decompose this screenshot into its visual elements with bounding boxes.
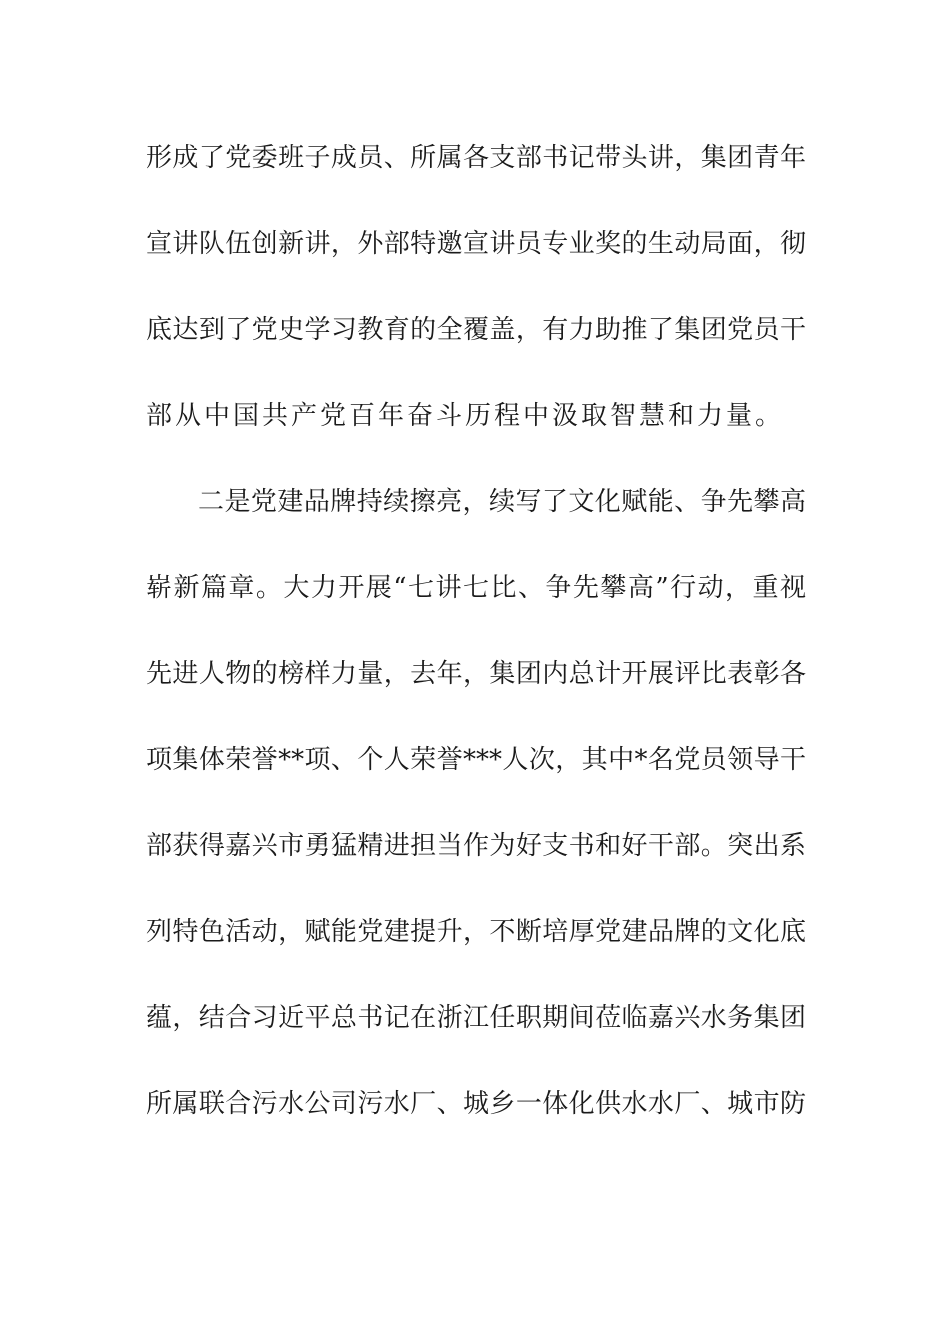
text-line: 项集体荣誉**项、个人荣誉***人次，其中*名党员领导干 [146,745,806,775]
text-line: 底达到了党史学习教育的全覆盖，有力助推了集团党员干 [146,315,806,345]
text-line: 蕴，结合习近平总书记在浙江任职期间莅临嘉兴水务集团 [146,1003,806,1033]
text-line: 部获得嘉兴市勇猛精进担当作为好支书和好干部。突出系 [146,831,806,861]
text-line: 所属联合污水公司污水厂、城乡一体化供水水厂、城市防 [146,1089,806,1119]
text-line: 二是党建品牌持续擦亮，续写了文化赋能、争先攀高 [198,487,806,517]
text-line: 部从中国共产党百年奋斗历程中汲取智慧和力量。 [146,401,785,431]
text-line: 先进人物的榜样力量，去年，集团内总计开展评比表彰各 [146,659,806,689]
text-line: 宣讲队伍创新讲，外部特邀宣讲员专业奖的生动局面，彻 [146,229,806,259]
text-line: 形成了党委班子成员、所属各支部书记带头讲，集团青年 [146,143,806,173]
text-line: 列特色活动，赋能党建提升，不断培厚党建品牌的文化底 [146,917,806,947]
text-line: 崭新篇章。大力开展“七讲七比、争先攀高”行动，重视 [146,573,806,603]
